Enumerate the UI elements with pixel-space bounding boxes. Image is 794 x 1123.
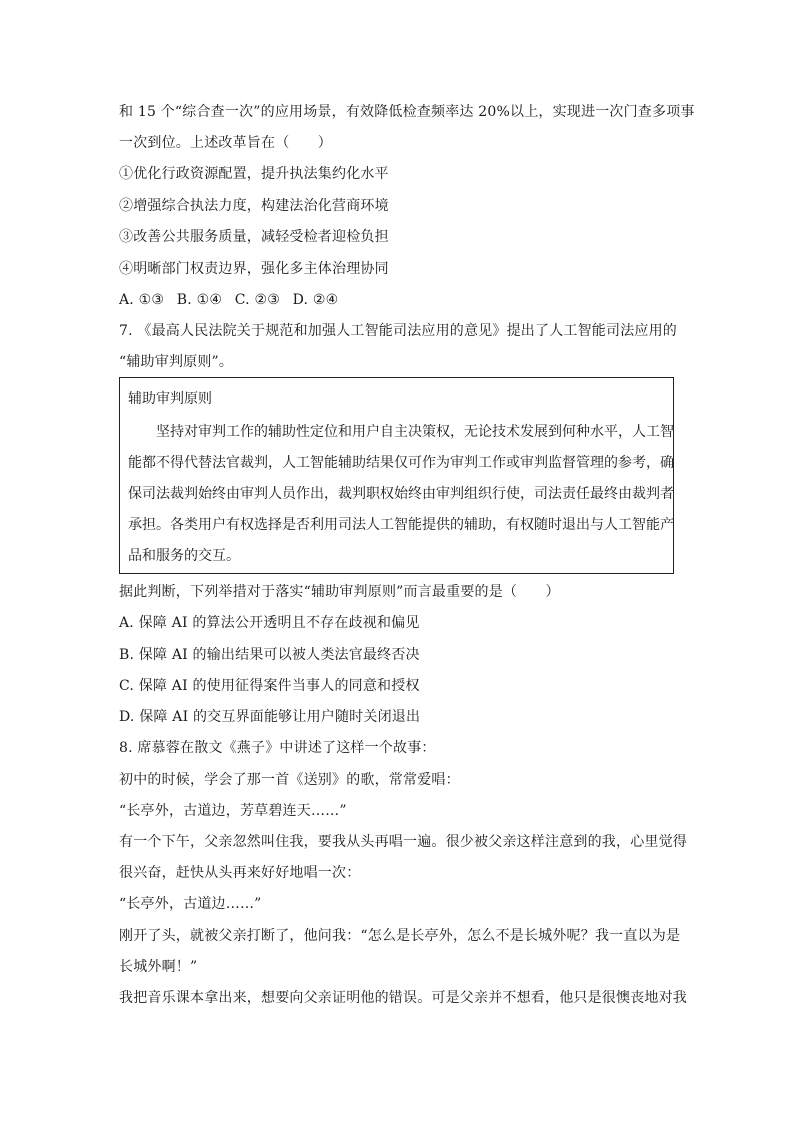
q7-option-c: C. 保障 AI 的使用征得案件当事人的同意和授权 [119, 678, 420, 694]
principle-box-line-2: 能都不得代替法官裁判，人工智能辅助结果仅可作为审判工作或审判监督管理的参考，确 [128, 455, 674, 471]
q6-item-1: ①优化行政资源配置，提升执法集约化水平 [119, 166, 389, 182]
q6-choice-d: D. ②④ [292, 292, 339, 308]
q7-option-a: A. 保障 AI 的算法公开透明且不存在歧视和偏见 [119, 615, 420, 631]
q7-option-b: B. 保障 AI 的输出结果可以被人类法官最终否决 [119, 647, 420, 663]
q7-question: 据此判断，下列举措对于落实“辅助审判原则”而言最重要的是（ ） [119, 584, 560, 600]
q6-stem-line-1: 和 15 个“综合查一次”的应用场景，有效降低检查频率达 20%以上，实现进一次门查多项事 [119, 104, 695, 120]
q8-passage-line-6: 刚开了头，就被父亲打断了，他问我：“怎么是长亭外，怎么不是长城外呢？我一直以为是 [119, 928, 681, 944]
q6-choice-a: A. ①③ [119, 292, 165, 308]
principle-box-line-1: 坚持对审判工作的辅助性定位和用户自主决策权，无论技术发展到何种水平，人工智 [128, 424, 674, 440]
q6-item-4: ④明晰部门权责边界，强化多主体治理协同 [119, 261, 389, 277]
q8-passage-line-3: 有一个下午，父亲忽然叫住我，要我从头再唱一遍。很少被父亲这样注意到的我，心里觉得 [119, 834, 687, 850]
principle-box [119, 377, 674, 574]
q8-passage-line-2: “长亭外，古道边，芳草碧连天……” [119, 803, 347, 819]
q6-item-2: ②增强综合执法力度，构建法治化营商环境 [119, 198, 389, 214]
principle-box-title: 辅助审判原则 [128, 391, 212, 407]
principle-box-line-3: 保司法裁判始终由审判人员作出，裁判职权始终由审判组织行使，司法责任最终由裁判者 [128, 486, 674, 502]
q6-item-3: ③改善公共服务质量，减轻受检者迎检负担 [119, 229, 389, 245]
principle-box-line-4: 承担。各类用户有权选择是否利用司法人工智能提供的辅助，有权随时退出与人工智能产 [128, 517, 674, 533]
q8-passage-line-5: “长亭外，古道边……” [119, 896, 262, 912]
q7-option-d: D. 保障 AI 的交互界面能够让用户随时关闭退出 [119, 709, 421, 725]
q8-passage-line-4: 很兴奋，赶快从头再来好好地唱一次： [119, 865, 361, 881]
q6-choice-b: B. ①④ [176, 292, 223, 308]
q7-stem-line-1: 7. 《最高人民法院关于规范和加强人工智能司法应用的意见》提出了人工智能司法应用的 [119, 323, 678, 339]
q7-stem-line-2: “辅助审判原则”。 [119, 354, 234, 370]
principle-box-line-5: 品和服务的交互。 [128, 548, 240, 564]
q6-choices [119, 290, 346, 310]
q8-passage-line-7: 长城外啊！” [119, 959, 198, 975]
q8-stem: 8. 席慕蓉在散文《燕子》中讲述了这样一个故事： [119, 740, 436, 756]
q6-choice-c: C. ②③ [234, 292, 280, 308]
q8-passage-line-8: 我把音乐课本拿出来，想要向父亲证明他的错误。可是父亲并不想看，他只是很懊丧地对我 [119, 990, 687, 1006]
q8-passage-line-1: 初中的时候，学会了那一首《送别》的歌，常常爱唱： [119, 772, 460, 788]
q6-stem-line-2: 一次到位。上述改革旨在（ ） [119, 135, 332, 151]
